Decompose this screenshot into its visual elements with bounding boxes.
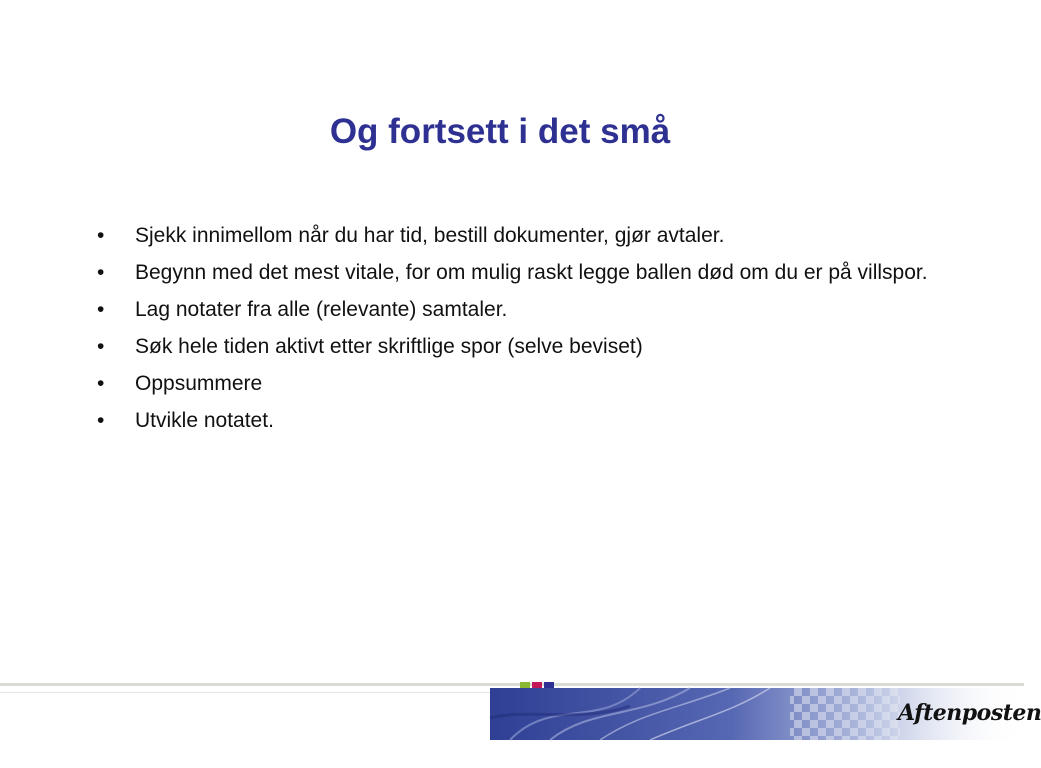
bullet-marker: • <box>97 298 105 321</box>
bullet-text: Sjekk innimellom når du har tid, bestill dokumenter, gjør avtaler. <box>135 224 725 247</box>
list-item <box>95 220 955 252</box>
bullet-marker: • <box>97 372 105 395</box>
footer-divider <box>0 683 1024 686</box>
bullet-text: Begynn med det mest vitale, for om mulig raskt legge ballen død om du er på villspor. <box>135 261 928 284</box>
bullet-text: Søk hele tiden aktivt etter skriftlige spor (selve beviset) <box>135 335 643 358</box>
list-item <box>95 294 955 326</box>
bullet-marker: • <box>97 261 105 284</box>
list-item <box>95 405 955 437</box>
bullet-text: Oppsummere <box>135 372 263 395</box>
list-item <box>95 257 955 289</box>
bullet-marker: • <box>97 335 105 358</box>
aftenposten-logo: Aftenposten <box>898 700 1041 726</box>
bullet-text: Utvikle notatet. <box>135 409 274 432</box>
slide-title: Og fortsett i det små <box>329 112 671 151</box>
list-item <box>95 331 955 363</box>
list-item <box>95 368 955 400</box>
bullet-list <box>95 220 955 442</box>
bullet-text: Lag notater fra alle (relevante) samtaler. <box>135 298 508 321</box>
bullet-marker: • <box>97 409 105 432</box>
bullet-marker: • <box>97 224 105 247</box>
